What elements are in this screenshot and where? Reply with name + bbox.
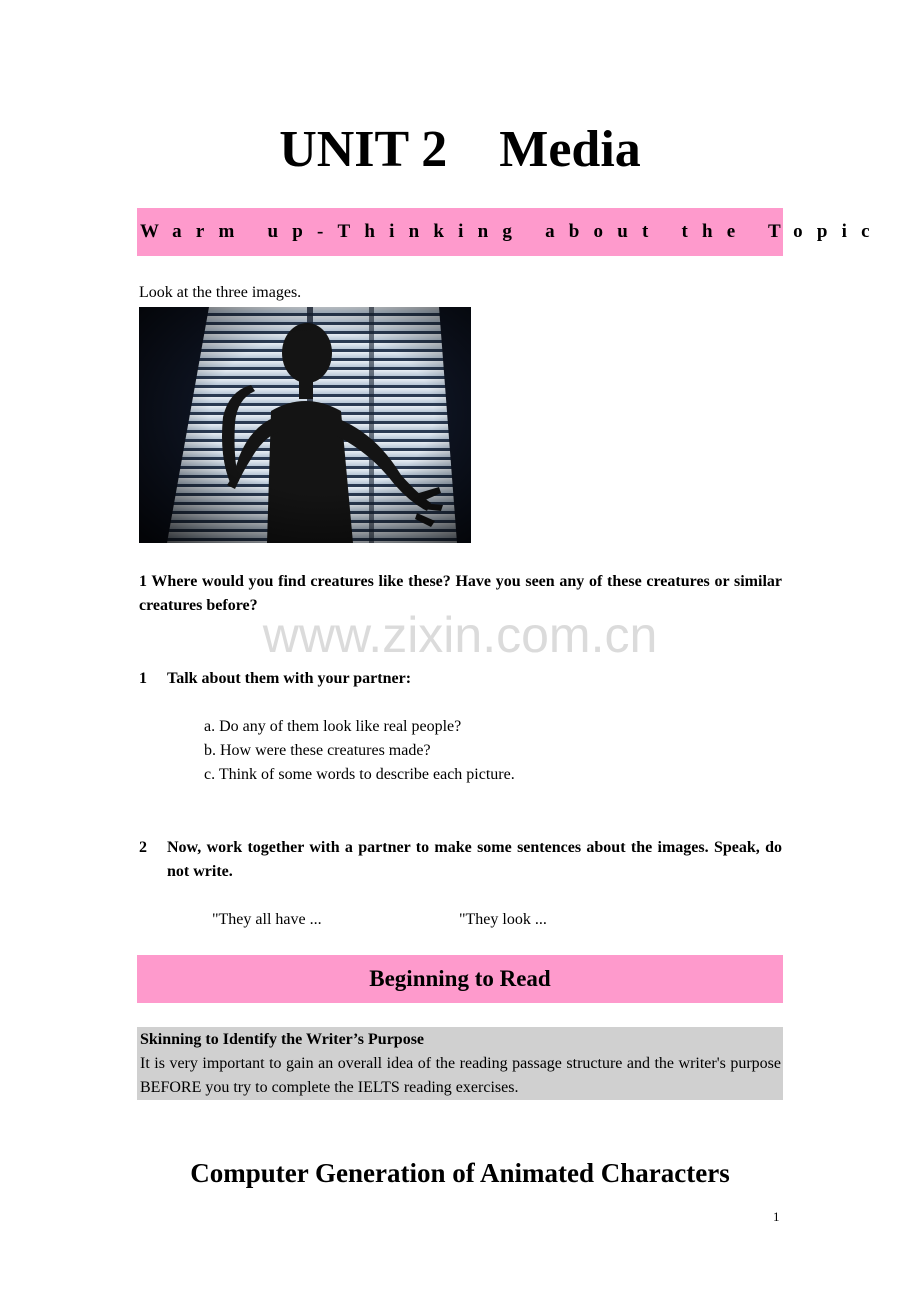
warmup-heading-band [137, 208, 884, 256]
silhouette-photo [139, 307, 471, 543]
article-title: Computer Generation of Animated Characters [190, 1158, 730, 1188]
discuss-instruction [139, 836, 782, 884]
talk-number: 1 [139, 670, 147, 687]
sentence-starter-1: "They all have ... [212, 911, 322, 928]
page-number: 1 [773, 1209, 780, 1224]
talk-text: Talk about them with your partner: [167, 670, 412, 687]
skim-tip-heading: Skinning to Identify the Writer’s Purpose [140, 1031, 425, 1048]
watermark: www.zixin.com.cn [262, 607, 658, 663]
warmup-heading: Warm up-Thinking about the Topic [140, 221, 884, 242]
beginning-heading: Beginning to Read [369, 966, 551, 991]
skim-tip-box [137, 1027, 783, 1100]
sub-question-list [204, 715, 515, 787]
sub-question-a: a. Do any of them look like real people? [204, 718, 462, 735]
discuss-text: Now, work together with a partner to make some sentences about the images. Speak, do not write. [167, 839, 782, 880]
sub-question-b: b. How were these creatures made? [204, 742, 431, 759]
question-1: 1 Where would you find creatures like these? Have you seen any of these creatures or similar creatures before? [139, 573, 782, 614]
skim-tip-body: It is very important to gain an overall idea of the reading passage structure and the writer's purpose BEFORE you try to complete the IELTS reading exercises. [140, 1055, 781, 1096]
unit-title: UNIT 2 Media [279, 121, 641, 178]
beginning-heading-band [137, 955, 783, 1003]
intro-text: Look at the three images. [139, 284, 302, 301]
discuss-number: 2 [139, 839, 147, 856]
sub-question-c: c. Think of some words to describe each picture. [204, 766, 515, 783]
sentence-starter-2: "They look ... [459, 911, 547, 928]
talk-instruction [139, 667, 782, 691]
silhouette-behind-blinds-photo [139, 307, 471, 543]
